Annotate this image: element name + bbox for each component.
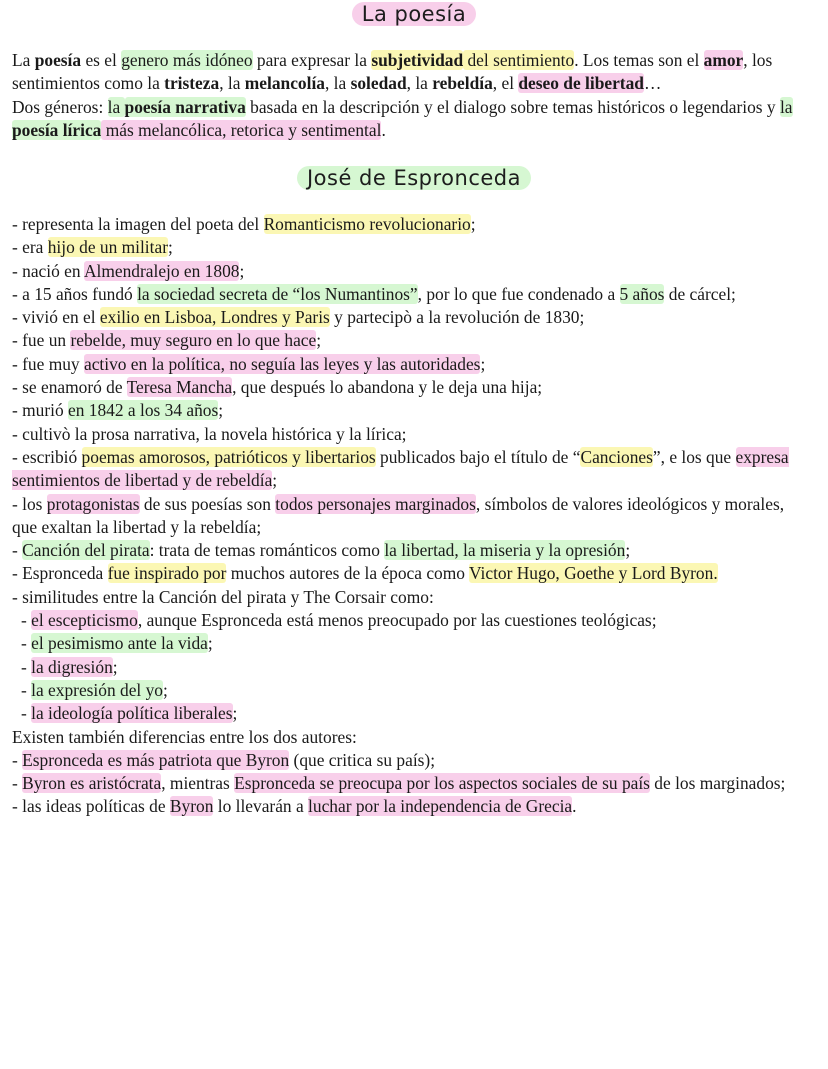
text-run: ;	[232, 703, 238, 724]
text-run: es el	[81, 50, 122, 70]
text-run: soledad	[350, 73, 407, 94]
title-poesia	[0, 2, 828, 26]
text-run: -	[21, 610, 32, 631]
list-item	[12, 749, 812, 772]
text-run: ;	[625, 540, 631, 561]
highlighted-text: la sociedad secreta de “los Numantinos”	[137, 283, 418, 304]
highlighted-text: el escepticismo	[31, 610, 138, 631]
list-item	[12, 399, 812, 422]
list-item	[12, 562, 812, 585]
highlighted-text: Canción del pirata	[22, 540, 150, 561]
list-item	[12, 283, 812, 306]
text-run: ;	[480, 353, 486, 374]
text-run: - era	[12, 237, 48, 258]
highlighted-text: poemas amorosos, patrióticos y libertarios	[81, 446, 376, 467]
list-item	[12, 353, 812, 376]
highlighted-text: Canciones	[580, 446, 653, 467]
text-run: - los	[12, 493, 47, 514]
bold-term	[518, 73, 644, 93]
text-run: -	[12, 773, 23, 794]
highlighted-text: la libertad, la miseria y la opresión	[384, 540, 626, 561]
highlighted-text: la	[107, 96, 125, 117]
highlighted-text: subjetividad	[371, 50, 464, 70]
text-run: lo llevarán a	[213, 796, 309, 817]
text-run: La	[12, 50, 35, 70]
list-item	[12, 329, 812, 352]
text-run: ;	[272, 470, 278, 491]
highlighted-text: expresa sentimientos de libertad y de rebeldía	[12, 446, 789, 491]
highlighted-text: rebelde, muy seguro en lo que hace	[70, 330, 317, 351]
bold-term	[371, 50, 463, 70]
text-run: de cárcel;	[664, 283, 736, 304]
highlighted-text: todos personajes marginados	[275, 493, 476, 514]
text-run: Dos géneros:	[12, 96, 108, 117]
intro-section	[12, 49, 812, 142]
list-item	[12, 795, 812, 818]
text-run: para expresar la	[252, 50, 372, 70]
text-run: tristeza	[164, 73, 220, 94]
highlighted-text: más melancólica, retorica y sentimental	[101, 119, 382, 140]
text-run: - cultivò la prosa narrativa, la novela histórica y la lírica;	[12, 423, 407, 444]
text-run: poesía	[34, 50, 82, 70]
bold-term	[704, 50, 744, 70]
highlighted-text: Espronceda se preocupa por los aspectos sociales de su país	[234, 773, 650, 794]
highlighted-text: fue inspirado por	[107, 563, 227, 584]
bold-term	[35, 50, 81, 70]
text-run: ;	[207, 633, 213, 654]
text-run: - fue muy	[12, 353, 84, 374]
list-item	[12, 213, 812, 236]
title-espronceda-text: José de Espronceda	[297, 166, 531, 190]
text-run: - Espronceda	[12, 563, 108, 584]
text-run: publicados bajo el título de “	[375, 446, 581, 467]
intro-paragraph-2	[12, 96, 812, 143]
text-run: (que critica su país);	[289, 749, 436, 770]
text-run: -	[21, 679, 32, 700]
text-run: , el	[492, 73, 519, 94]
text-run: basada en la descripción y el dialogo sobre temas históricos o legendarios y	[245, 96, 780, 117]
highlighted-text: Victor Hugo, Goethe y Lord Byron.	[469, 563, 718, 584]
highlighted-text: poesía lírica	[12, 119, 102, 140]
bold-term	[164, 73, 219, 93]
highlighted-text: en 1842 a los 34 años	[68, 400, 219, 421]
title-poesia-text: La poesía	[352, 2, 477, 26]
text-run: , mientras	[161, 773, 235, 794]
bold-term	[351, 73, 407, 93]
text-run: Existen también diferencias entre los dos autores:	[12, 726, 357, 747]
text-run: -	[21, 633, 32, 654]
text-run: ;	[167, 237, 173, 258]
highlighted-text: luchar por la independencia de Grecia	[308, 796, 573, 817]
highlighted-text: la ideología política liberales	[31, 703, 233, 724]
highlighted-text: Byron es aristócrata	[22, 773, 162, 794]
highlighted-text: Romanticismo revolucionario	[263, 214, 471, 234]
text-run: ;	[470, 214, 476, 234]
text-run: , que después lo abandona y le deja una hija;	[232, 377, 543, 398]
highlighted-text: la digresión	[31, 656, 113, 677]
highlighted-text: Teresa Mancha	[126, 377, 233, 398]
text-run: , la	[219, 73, 245, 94]
sub-list-item	[12, 679, 812, 702]
text-run: ;	[162, 679, 168, 700]
highlighted-text: amor	[703, 50, 744, 70]
text-run: -	[12, 540, 23, 561]
list-item	[12, 446, 812, 493]
text-run: de sus poesías son	[139, 493, 276, 514]
highlighted-text: Almendralejo en 1808	[83, 260, 240, 281]
sub-list-item	[12, 609, 812, 632]
highlighted-text: el pesimismo ante la vida	[31, 633, 208, 654]
title-espronceda	[0, 166, 828, 190]
list-item	[12, 236, 812, 259]
text-run: - escribió	[12, 446, 82, 467]
text-run: : trata de temas románticos como	[149, 540, 385, 561]
text-run: . Los temas son el	[574, 50, 704, 70]
text-run: ;	[218, 400, 224, 421]
espronceda-list	[12, 213, 812, 819]
highlighted-text: la expresión del yo	[31, 679, 163, 700]
text-run: muchos autores de la época como	[226, 563, 470, 584]
list-item	[12, 586, 812, 609]
text-run: -	[21, 656, 32, 677]
text-run: …	[643, 73, 662, 94]
list-item	[12, 376, 812, 399]
text-run: , los sentimientos como la	[12, 50, 773, 94]
bold-term	[12, 120, 101, 140]
sub-list-item	[12, 632, 812, 655]
text-run: -	[21, 703, 32, 724]
text-run: .	[381, 119, 386, 140]
text-run: y partecipò a la revolución de 1830;	[329, 307, 585, 328]
list-item	[12, 306, 812, 329]
highlighted-text: 5 años	[619, 283, 665, 304]
text-run: ;	[112, 656, 118, 677]
text-run: - vivió en el	[12, 307, 100, 328]
highlighted-text: poesía narrativa	[124, 96, 246, 117]
text-run: , la	[324, 73, 351, 94]
text-run: rebeldía	[432, 73, 493, 94]
highlighted-text: genero más idóneo	[121, 50, 253, 70]
text-run: de los marginados;	[649, 773, 786, 794]
highlighted-text: deseo de libertad	[518, 73, 644, 94]
text-run: - murió	[12, 400, 69, 421]
text-run: - representa la imagen del poeta del	[12, 214, 264, 234]
highlighted-text: activo en la política, no seguía las leyes y las autoridades	[83, 353, 481, 374]
list-item	[12, 772, 812, 795]
list-item	[12, 539, 812, 562]
text-run: , por lo que fue condenado a	[417, 283, 620, 304]
sub-list-item	[12, 656, 812, 679]
text-run: , símbolos de valores ideológicos y morales, que exaltan la libertad y la rebeldía;	[12, 493, 785, 537]
text-run: ”, e los que	[652, 446, 736, 467]
text-run: .	[572, 796, 577, 817]
text-run: ;	[239, 260, 245, 281]
sub-list-item	[12, 702, 812, 725]
bold-term	[245, 73, 325, 93]
text-run: - las ideas políticas de	[12, 796, 170, 817]
list-item	[12, 726, 812, 749]
bold-term	[125, 97, 246, 117]
text-run: ;	[316, 330, 322, 351]
bold-term	[432, 73, 493, 93]
highlighted-text: del sentimiento	[463, 50, 575, 70]
text-run: - nació en	[12, 260, 84, 281]
text-run: - se enamoró de	[12, 377, 127, 398]
highlighted-text: hijo de un militar	[47, 237, 168, 258]
list-item	[12, 260, 812, 283]
highlighted-text: la	[779, 96, 793, 117]
highlighted-text: Espronceda es más patriota que Byron	[22, 749, 290, 770]
text-run: , aunque Espronceda está menos preocupado por las cuestiones teológicas;	[137, 610, 657, 631]
text-run: - fue un	[12, 330, 71, 351]
text-run: , la	[406, 73, 433, 94]
highlighted-text: Byron	[169, 796, 214, 817]
list-item	[12, 493, 812, 540]
highlighted-text: protagonistas	[46, 493, 140, 514]
text-run: -	[12, 749, 23, 770]
list-item	[12, 423, 812, 446]
text-run: - similitudes entre la Canción del pirata y The Corsair como:	[12, 586, 434, 607]
text-run: melancolía	[244, 73, 325, 94]
intro-paragraph-1	[12, 49, 812, 96]
text-run: - a 15 años fundó	[12, 283, 138, 304]
highlighted-text: exilio en Lisboa, Londres y Paris	[99, 307, 330, 328]
